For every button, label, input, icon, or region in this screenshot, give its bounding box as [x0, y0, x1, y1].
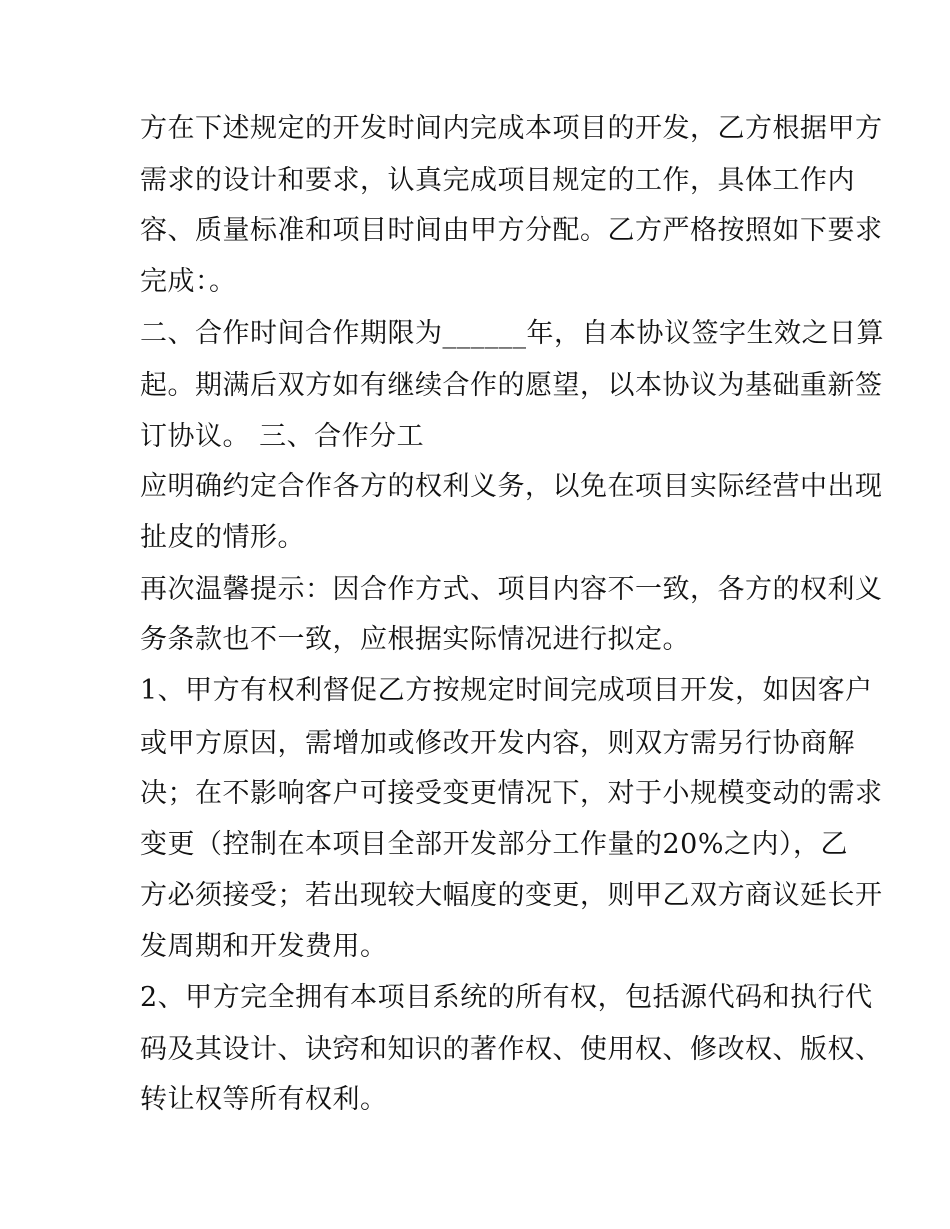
text-line: 1、甲方有权利督促乙方按规定时间完成项目开发，如因客户 [140, 675, 873, 706]
text-line: 完成：。 [140, 266, 237, 297]
text-line: 容、质量标准和项目时间由甲方分配。乙方严格按照如下要求 [140, 215, 883, 246]
text-line: 务条款也不一致，应根据实际情况进行拟定。 [140, 624, 690, 655]
text-line: 再次温馨提示：因合作方式、项目内容不一致，各方的权利义 [140, 574, 883, 605]
text-line: 二、合作时间合作期限为______年，自本协议签字生效之日算 [140, 318, 884, 349]
text-line: 或甲方原因，需增加或修改开发内容，则双方需另行协商解 [140, 728, 855, 759]
text-line: 转让权等所有权利。 [140, 1084, 388, 1115]
text-line: 扯皮的情形。 [140, 522, 305, 553]
text-line: 变更（控制在本项目全部开发部分工作量的20%之内），乙 [140, 829, 849, 860]
text-line: 起。期满后双方如有继续合作的愿望，以本协议为基础重新签 [140, 370, 883, 401]
text-line: 2、甲方完全拥有本项目系统的所有权，包括源代码和执行代 [140, 982, 873, 1013]
text-line: 需求的设计和要求，认真完成项目规定的工作，具体工作内 [140, 165, 855, 196]
text-line: 方必须接受；若出现较大幅度的变更，则甲乙双方商议延长开 [140, 880, 883, 911]
text-line: 方在下述规定的开发时间内完成本项目的开发，乙方根据甲方 [140, 113, 883, 144]
text-line: 应明确约定合作各方的权利义务，以免在项目实际经营中出现 [140, 471, 883, 502]
text-line: 发周期和开发费用。 [140, 931, 388, 962]
text-line: 决；在不影响客户可接受变更情况下，对于小规模变动的需求 [140, 778, 883, 809]
text-line: 码及其设计、诀窍和知识的著作权、使用权、修改权、版权、 [140, 1034, 883, 1065]
text-line: 订协议。 三、合作分工 [140, 421, 425, 452]
